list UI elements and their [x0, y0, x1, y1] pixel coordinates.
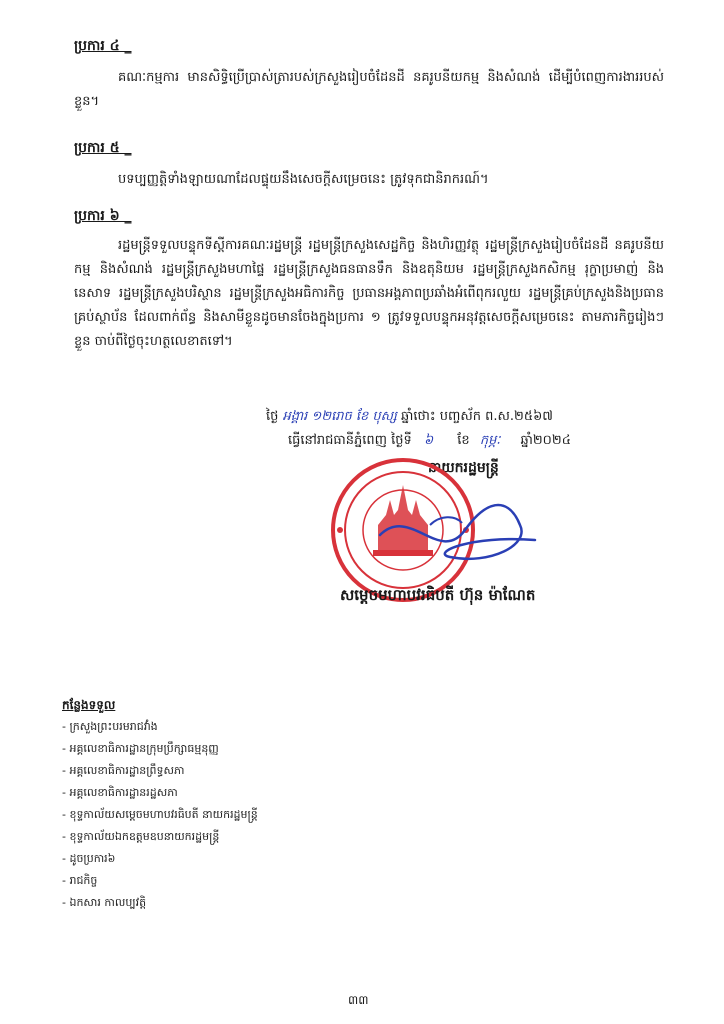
article-6-title: ប្រការ ៦ _ [74, 208, 132, 224]
date-month-label: ខែ [457, 433, 470, 448]
lunar-prefix: ថ្ងៃ [266, 409, 279, 424]
recipients-list [62, 716, 258, 914]
recipients-title: កន្លែងទទួល [62, 698, 116, 712]
list-item: - ក្រសួងព្រះបរមរាជវាំង [62, 716, 258, 738]
date-month: កុម្ភៈ [479, 433, 501, 448]
signature [370, 495, 540, 575]
article-5-text: បទប្បញ្ញត្តិទាំងឡាយណាដែលផ្ទុយនឹងសេចក្តីសម្រេចនេះ ត្រូវទុកជានិរាករណ៍។ [118, 172, 489, 187]
page-number: ៣៣ [348, 993, 369, 1007]
article-4-title: ប្រការ ៤ _ [74, 38, 132, 54]
date-day: ៦ [423, 433, 434, 448]
date-year: ឆ្នាំ២០២៤ [520, 433, 571, 448]
signatory-title: នាយករដ្ឋមន្ត្រី [428, 460, 499, 476]
list-item: - ឯកសារ កាលប្បវត្តិ [62, 892, 258, 914]
article-4-text: គណៈកម្មការ មានសិទ្ធិប្រើប្រាស់ត្រារបស់ក្រសួងរៀបចំដែនដី នគរូបនីយកម្ម និងសំណង់ ដើម្បីបំពេញការងាររបស់ខ្លួន។ [74, 70, 664, 109]
list-item: - ដូចប្រការ៦ [62, 848, 258, 870]
lunar-day: អង្គារ ១២រោច ខែ [282, 409, 369, 424]
signatory-name: សម្តេចមហាបវរធិបតី ហ៊ុន ម៉ាណែត [340, 586, 536, 604]
solar-date-line [288, 432, 571, 451]
date-place: ធ្វើនៅរាជធានីភ្នំពេញ ថ្ងៃទី [288, 433, 412, 448]
article-5-title: ប្រការ ៥ _ [74, 140, 132, 156]
list-item: - អគ្គលេខាធិការដ្ឋានរដ្ឋសភា [62, 782, 258, 804]
lunar-month: បុស្ស [372, 409, 397, 424]
list-item: - ខុទ្ទកាល័យសម្តេចមហាបវរធិបតី នាយករដ្ឋមន្ត្រី [62, 804, 258, 826]
article-6-text: រដ្ឋមន្ត្រីទទួលបន្ទុកទីស្តីការគណៈរដ្ឋមន្ត្រី រដ្ឋមន្ត្រីក្រសួងសេដ្ឋកិច្ច និងហិរញ្ញវត្ថុ រដ្ឋមន្ត្រីក្រសួងរៀបចំដែនដី នគរូបនីយកម្ម និងសំណង់ រដ្ឋមន្ត្រីក្រសួងមហាផ្ទៃ រដ្ឋមន្ត្រីក្រសួងធនធានទឹក និងឧតុនិយម រដ្ឋមន្ត្រីក្រសួងកសិកម្ម រុក្ខាប្រមាញ់ និងនេសាទ រដ្ឋមន្ត្រីក្រសួងបរិស្ថាន រដ្ឋមន្ត្រីក្រសួងអធិការកិច្ច ប្រធានអង្គភាពប្រឆាំងអំពើពុករលួយ រដ្ឋមន្ត្រីគ្រប់ក្រសួងនិងប្រធានគ្រប់ស្ថាប័ន ដែលពាក់ព័ន្ធ និងសាមីខ្លួនដូចមានចែងក្នុងប្រការ ១ ត្រូវទទួលបន្ទុកអនុវត្តសេចក្តីសម្រេចនេះ តាមភារកិច្ចរៀងៗខ្លួន ចាប់ពីថ្ងៃចុះហត្ថលេខាតទៅ។ [74, 238, 664, 349]
list-item: - ខុទ្ទកាល័យឯកឧត្តមឧបនាយករដ្ឋមន្ត្រី [62, 826, 258, 848]
list-item: - អគ្គលេខាធិការដ្ឋានព្រឹទ្ធសភា [62, 760, 258, 782]
lunar-year: ឆ្នាំថោះ បញ្ចស័ក ព.ស.២៥៦៧ [401, 409, 553, 424]
list-item: - រាជកិច្ច [62, 870, 258, 892]
lunar-date-line [266, 408, 553, 427]
list-item: - អគ្គលេខាធិការដ្ឋានក្រុមប្រឹក្សាធម្មនុញ្ញ [62, 738, 258, 760]
